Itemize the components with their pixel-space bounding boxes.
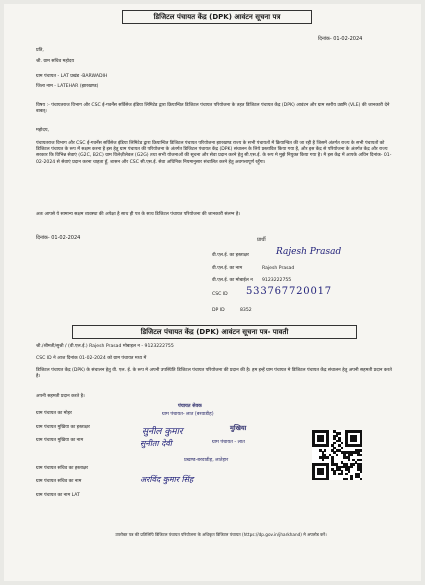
mukhiya-handwritten-sign: सुनील कुमार (142, 427, 183, 437)
qr-module (326, 456, 329, 459)
qr-module (360, 444, 363, 447)
qr-module (345, 473, 348, 476)
date-line: दिनांक- 01-02-2024 (318, 36, 363, 42)
vle-signature: Rajesh Prasad (276, 247, 342, 257)
vle-name: Rajesh Prasad (262, 266, 295, 271)
qr-module (360, 470, 363, 473)
qr-module (326, 478, 329, 481)
vle-mobile: 9123222755 (262, 278, 292, 283)
qr-module (360, 459, 363, 462)
footer-note: उपरोक्त पत्र की प्रतिलिपि डिजिटल पंचायत परियोजना के अधिकृत डिजिटल पंचायत (https://dp.gov.in/jharkhand) मे अपलोड करें। (115, 532, 327, 537)
qr-module (338, 432, 341, 435)
mukhiya-seal-line3: प्रखण्ड-बरवाडीह, लातेहार (184, 458, 229, 463)
csc-id-label: CSC ID (212, 292, 228, 297)
qr-module (333, 442, 336, 445)
receipt-line-3: डिजिटल पंचायत केंद्र (DPK) के संचालन हेतु वी. एल. ई. के रूप मे अपनी उपस्थिति डिजिटल पंचायत परियोजना की प्रदान की है। हम इन्हें ग्राम पंचायत मे डिजिटल पंचायत केंद्र संचालन हेतु अपनी सहमती प्रदान करते है। (36, 368, 392, 380)
seal-panchayat-sevak: पंचायत सेवक (178, 404, 202, 409)
qr-module (322, 473, 325, 476)
qr-module (341, 473, 344, 476)
mukhiya-handwritten-name: सुनीता देवी (140, 439, 172, 448)
qr-module (333, 473, 336, 476)
qr-module (360, 478, 363, 481)
gram-panchayat-line: ग्राम पंचायत - LAT प्रखंड -BARWADIH (36, 74, 108, 79)
qr-module (345, 478, 348, 481)
qr-module (348, 470, 351, 473)
mukhiya-seal-title: मुखिया (230, 424, 247, 432)
receipt-row-mukhiya-sign: ग्राम पंचायत मुखिया का हस्ताक्षर (36, 425, 90, 430)
recipient-line: श्री. ग्राम सचिव महोदय (36, 59, 75, 64)
qr-module (360, 449, 363, 452)
dp-id-value: 8352 (240, 308, 252, 313)
receipt-row-mukhiya-name: ग्राम पंचायत मुखिया का नाम (36, 438, 84, 443)
qr-module (326, 444, 329, 447)
receipt-line-2: CSC ID ने आज दिनांक 01-02-2024 को ग्राम पंचायत मध्य में (36, 356, 147, 361)
vle-mobile-label: वी.एल.ई. का मोबाईल न (212, 278, 253, 283)
subject-text: विषय :- पंचायतराज विभाग और CSC ई-गवर्नेंस सर्विसेज इंडिया लिमिटेड द्वारा क्रियान्वित डिजिटल पंचायत परियोजना के तहत डिजिटल पंचायत केंद्र (DPK) आवंटन और ग्राम स्तरीय उद्यमि (VLE) की जानकारी देने बाबत्। (36, 103, 390, 115)
qr-module (355, 440, 358, 443)
qr-module (360, 454, 363, 457)
dp-id-label: DP ID (212, 308, 225, 313)
qr-module (350, 478, 353, 481)
qr-module (341, 447, 344, 450)
seal-place: ग्राम पंचायत- लात (बरवाडीह) (162, 412, 214, 417)
receipt-row-secretary-name: ग्राम पंचायत सचिव का नाम (36, 479, 82, 484)
closing-paragraph: अतः आपसे ये सामान्य सक्षम व्यवस्था की अपेक्षा है साथ ही पत्र के साथ डिजिटल पंचायत परियोजना की जानकारी संलग्न है। (36, 212, 241, 217)
mukhiya-seal-line2: ग्राम पंचायत - लात (212, 440, 245, 445)
body-paragraph: पंचायतराज विभाग और CSC ई-गवर्नेंस सर्विसेज इंडिया लिमिटेड द्वारा क्रियान्वित डिजिटल पंचायत परियोजना झारखण्ड राज्य के सभी पंचायतों में क्रियान्वित की जा रही है जिसमें अंतर्गत राज्य के सभी पंचायतों को डिजिटल पंचायत के रूप में सक्षम करना है इस हेतु ग्राम पंचायत की परियोजना के अंतर्गत डिजिटल पंचायत केंद्र (DPK) संचालन के लिये प्रस्तावित किया गया है, और इस केंद्र से परियोजना के अंतर्गत केंद्र और राज्य सरकार कि विभिन्न सेवाएं (G2C, B2C) ग्राम विलेज़ीलेवल (G2G) तथा सभी योजनाओं की सूचना और सेवा प्रदान करने हेतु सी.एस.ई. के रूप मे मुझे नियुक्त किया गया है। मै इस केंद्र में आपके अधिन दिनांक- 01-02-2024 से सेवाएं प्रदान करना चाहता हूँ, शासन और CSC सी.एस.ई. सेवा अधिनिक नियमानुसार संचालित करने हेतु अवगत्तापूर्ण रहूँगा। (36, 141, 392, 165)
salutation: महोदय, (36, 128, 49, 133)
qr-code-image (312, 430, 362, 480)
qr-module (336, 454, 339, 457)
qr-module (352, 463, 355, 466)
document-title: डिजिटल पंचायत केंद्र (DPK) आवंटन सूचना पत्र (122, 10, 312, 24)
receipt-line-1: श्री./श्रीमती/सुश्री / (वी.एल.ई.) Rajesh Prasad मोबाइल न - 9123222755 (36, 344, 174, 349)
csc-id-handwritten: 533767720017 (246, 286, 332, 297)
secretary-handwritten-name: अरविंद कुमार सिंह (140, 475, 194, 484)
qr-module (322, 459, 325, 462)
receipt-line-4: अपनी सहमती प्रदान करते है। (36, 394, 85, 399)
prati-text: प्रति, (36, 48, 44, 53)
vle-name-label: वी.एल.ई. का नाम (212, 266, 243, 271)
receipt-title: डिजिटल पंचायत केंद्र (DPK) आवंटन सूचना पत्र- पावती (72, 325, 357, 339)
receipt-row-panchayat-name: ग्राम पंचायत का नाम LAT (36, 493, 80, 498)
receipt-row-secretary-sign: ग्राम पंचायत सचिव का हस्ताक्षर (36, 466, 89, 471)
qr-module (350, 454, 353, 457)
qr-module (324, 449, 327, 452)
date-2: दिनांक- 01-02-2024 (36, 235, 81, 241)
receipt-row-seal: ग्राम पंचायत का मोहर (36, 411, 72, 416)
vle-sign-label: वी.एल.ई. का हस्ताक्षर (212, 253, 249, 258)
qr-module (348, 459, 351, 462)
qr-module (322, 440, 325, 443)
applicant-label: प्रार्थी (257, 237, 266, 243)
qr-module (350, 466, 353, 469)
district-line: जिला नाम - LATEHAR (झारखण्ड) (36, 84, 99, 89)
qr-module (341, 442, 344, 445)
